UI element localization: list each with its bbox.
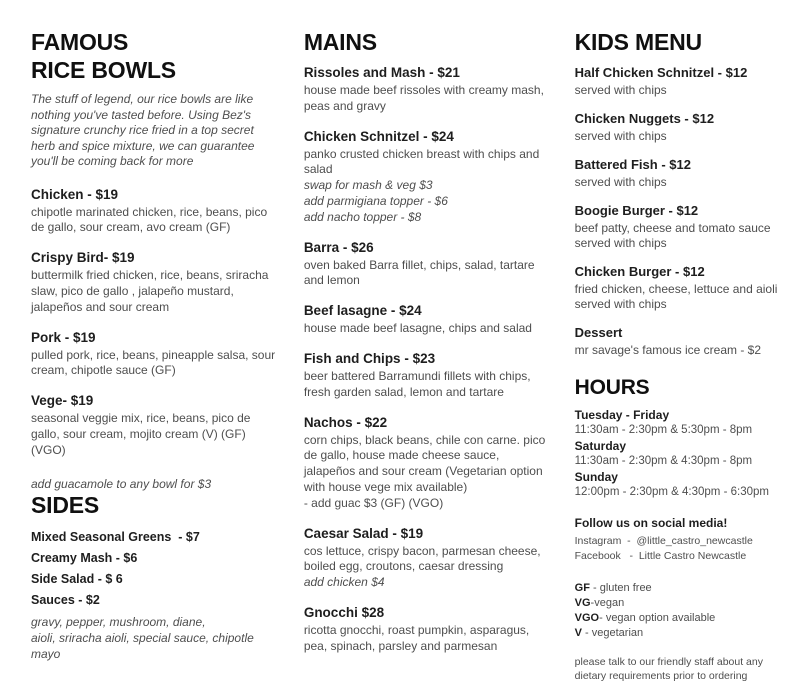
rice-bowls-heading-line1: FAMOUS [31,29,129,55]
menu-item-vege [31,392,280,458]
rice-bowls-heading-line2: RICE BOWLS [31,57,176,84]
dietary-key [575,581,780,641]
item-description: panko crusted chicken breast with chips and salad [303,146,540,177]
hours-times: 11:30am - 2:30pm & 4:30pm - 8pm [574,455,753,468]
item-note: add parmigiana topper - $6 [303,194,448,209]
mains-heading: MAINS [303,29,377,55]
item-name: Crispy Bird- $19 [31,250,135,266]
dietary-note: please talk to our friendly staff about any dietary requirements prior to ordering [574,656,763,683]
hours-days: Sunday [574,470,618,485]
hours-times: 12:00pm - 2:30pm & 4:30pm - 6:30pm [574,486,769,499]
rice-bowls-heading [31,28,280,84]
item-description: house made beef lasagne, chips and salad [303,321,532,336]
kids-item-battered-fish [575,156,780,190]
menu-item-chicken-schnitzel [304,128,551,226]
item-description: served with chips [574,236,667,251]
item-name: Chicken Burger - $12 [574,264,705,280]
hours-times: 11:30am - 2:30pm & 5:30pm - 8pm [574,424,753,437]
kids-item-nuggets [575,110,780,144]
kids-item-chicken-burger [575,263,780,312]
item-name: Chicken Nuggets - $12 [574,111,715,127]
menu-item-rissoles [304,64,551,115]
column-mains [304,28,551,683]
item-description: seasonal veggie mix, rice, beans, pico de gallo, sour cream, mojito cream (V) (GF) (VGO) [31,411,251,457]
item-name: Beef lasagne - $24 [303,303,422,319]
dietary-desc: - gluten free [589,582,652,595]
item-note: add nacho topper - $8 [303,209,422,224]
dietary-code: GF [574,582,590,595]
dietary-gf [575,581,780,596]
item-note: add chicken $4 [303,575,385,590]
item-name: Barra - $26 [303,239,374,255]
side-item-salad: Side Salad - $ 6 [31,571,123,586]
menu-item-pork [31,329,280,380]
side-item-sauces: Sauces - $2 [31,592,100,607]
kids-item-half-schnitzel [575,64,780,98]
item-name: Fish and Chips - $23 [303,351,436,367]
item-description: oven baked Barra fillet, chips, salad, tartare and lemon [303,257,535,288]
menu-item-beef-lasagne [304,302,551,337]
menu-item-nachos [304,414,551,512]
item-name: Rissoles and Mash - $21 [303,65,460,81]
item-description: served with chips [574,129,667,144]
social-section [575,516,780,563]
rice-bowls-intro: The stuff of legend, our rice bowls are like nothing you've tasted before. Using Bez's signature crunchy rice fried in a top secret herb and spice mixture, we can guarantee you'll be coming back for more [31,92,255,169]
hours-row-sunday [575,470,780,500]
sauce-list-line2: aioli, sriracha aioli, special sauce, chipotle mayo [31,630,254,661]
item-description: beef patty, cheese and tomato sauce [574,221,771,236]
item-name: Boogie Burger - $12 [574,203,699,219]
sides-heading: SIDES [31,491,100,518]
column-kids-hours [575,28,780,683]
item-extra: - add guac $3 (GF) (VGO) [303,495,444,510]
menu-item-crispy-bird [31,249,280,315]
item-description: mr savage's famous ice cream - $2 [574,343,761,358]
dietary-desc: -vegan [590,597,625,610]
dietary-code: V [574,627,582,640]
item-description: fried chicken, cheese, lettuce and aioli [574,282,778,297]
sauce-list [31,614,280,662]
side-item-mash: Creamy Mash - $6 [31,550,138,565]
hours-days: Tuesday - Friday [574,408,670,423]
item-name: Half Chicken Schnitzel - $12 [574,65,748,81]
item-description: buttermilk fried chicken, rice, beans, sriracha slaw, pico de gallo , jalapeño mustard, jalapeños and sour cream [31,268,269,314]
dietary-v [575,626,780,641]
sauce-list-line1: gravy, pepper, mushroom, diane, [31,614,206,629]
dietary-desc: - vegetarian [581,627,644,640]
hours-heading: HOURS [574,376,650,400]
item-name: Dessert [574,325,623,341]
dietary-code: VG [574,597,591,610]
social-facebook: Facebook - Little Castro Newcastle [574,549,747,562]
item-name: Nachos - $22 [303,414,388,430]
item-description: chipotle marinated chicken, rice, beans, pico de gallo, sour cream, avo cream (GF) [31,204,268,235]
hours-row-saturday [575,439,780,469]
item-name: Caesar Salad - $19 [303,525,424,541]
item-description: served with chips [574,297,667,312]
social-heading: Follow us on social media! [574,516,728,531]
menu-item-fish-and-chips [304,350,551,401]
item-description: served with chips [574,175,667,190]
kids-menu-heading: KIDS MENU [574,29,702,55]
item-name: Gnocchi $28 [303,604,385,620]
column-rice-bowls [31,28,280,683]
item-description: ricotta gnocchi, roast pumpkin, asparagus, pea, spinach, parsley and parmesan [303,622,530,653]
item-description: pulled pork, rice, beans, pineapple salsa, sour cream, chipotle sauce (GF) [31,347,276,378]
dietary-desc: - vegan option available [599,612,716,625]
item-name: Chicken - $19 [31,186,119,202]
hours-days: Saturday [574,439,626,454]
kids-item-boogie-burger [575,202,780,251]
menu-item-chicken [31,186,280,237]
dietary-vgo [575,611,780,626]
item-description: cos lettuce, crispy bacon, parmesan cheese, boiled egg, croutons, caesar dressing [303,543,541,574]
menu-item-barra [304,239,551,290]
item-name: Battered Fish - $12 [574,157,691,173]
side-item-greens: Mixed Seasonal Greens - $7 [31,529,200,544]
kids-item-dessert [575,324,780,358]
item-description: house made beef rissoles with creamy mash, peas and gravy [303,83,544,113]
item-name: Pork - $19 [31,329,96,345]
social-instagram: Instagram - @little_castro_newcastle [574,535,753,548]
item-description: beer battered Barramundi fillets with chips, fresh garden salad, lemon and tartare [303,369,531,399]
dietary-code: VGO [574,612,600,625]
guacamole-note: add guacamole to any bowl for $3 [31,476,212,491]
item-note: swap for mash & veg $3 [303,178,433,193]
item-description: served with chips [574,83,667,98]
menu-item-gnocchi [304,604,551,655]
hours-row-tue-fri [575,408,780,438]
item-description: corn chips, black beans, chile con carne. pico de gallo, house made cheese sauce, jalapeños and sour cream (Vegetarian option with house vege mix available) [303,432,546,494]
item-name: Vege- $19 [31,393,94,409]
dietary-vg [575,596,780,611]
item-name: Chicken Schnitzel - $24 [303,128,454,144]
menu-item-caesar-salad [304,525,551,591]
